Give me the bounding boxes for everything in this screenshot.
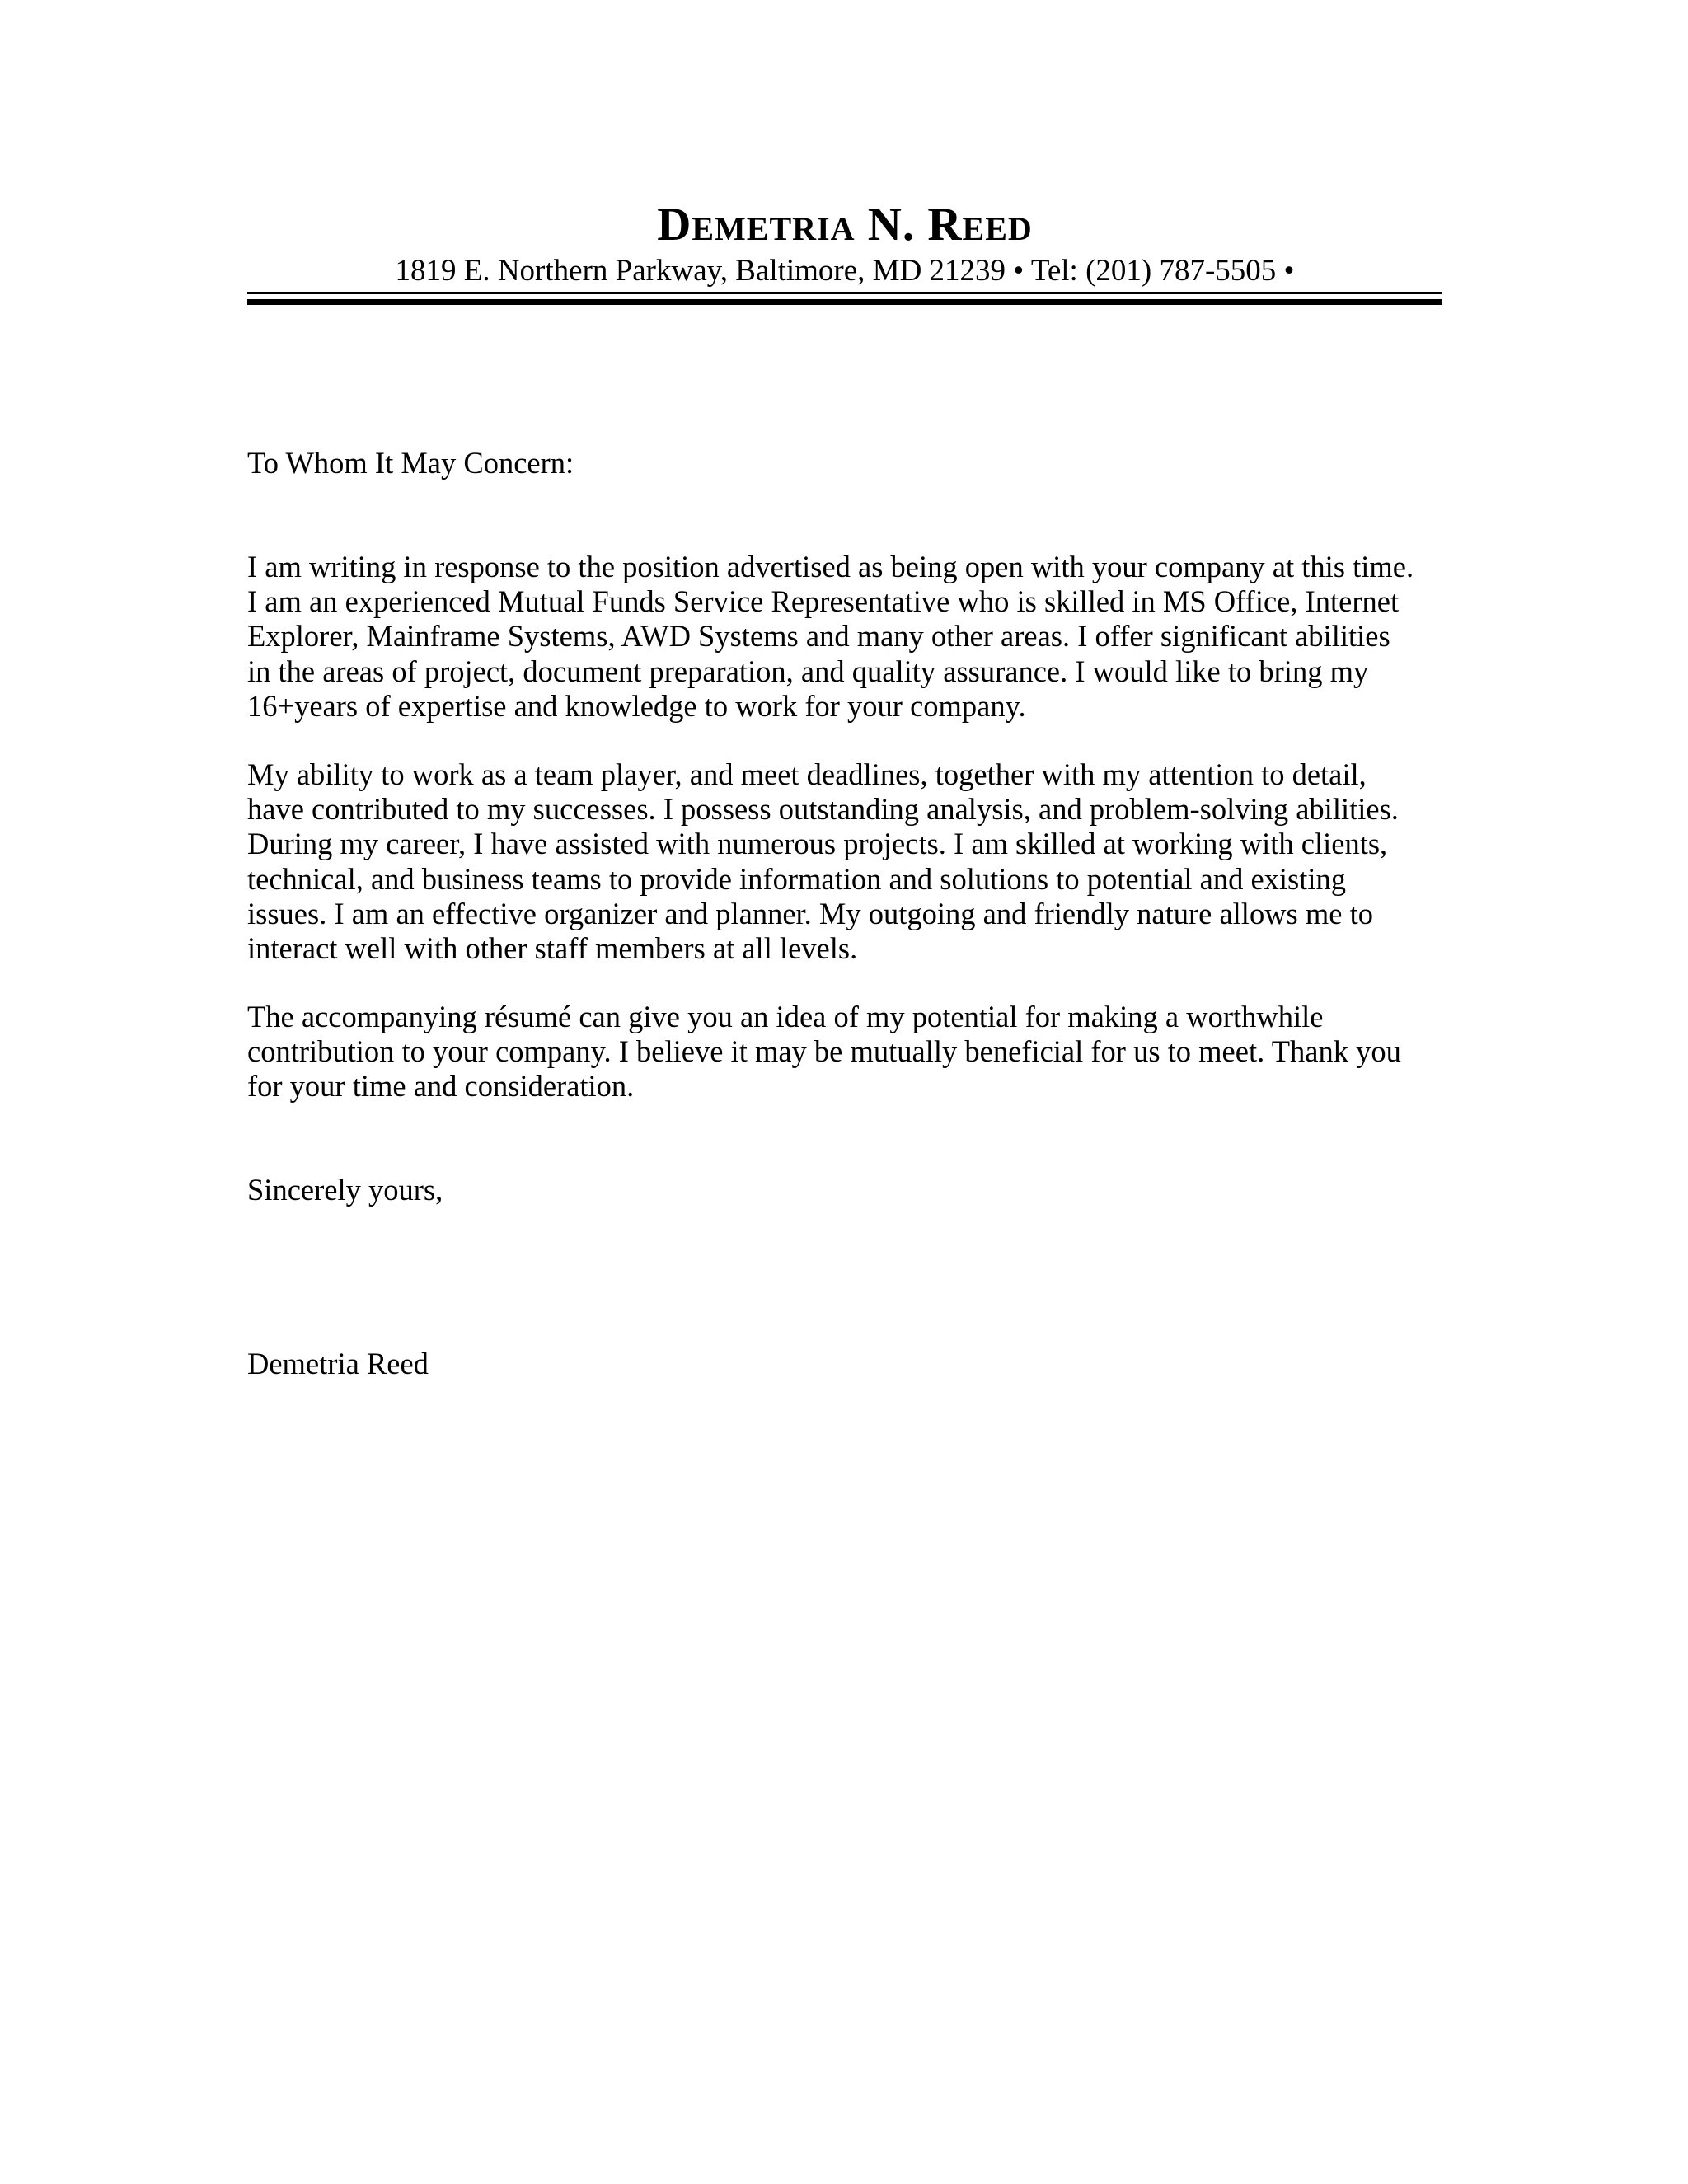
- paragraph-line: interact well with other staff members at all levels.: [247, 931, 858, 966]
- signature-name: Demetria Reed: [247, 1347, 429, 1380]
- paragraph-line: issues. I am an effective organizer and planner. My outgoing and friendly nature allows me to: [247, 896, 1373, 930]
- paragraph-2: [247, 757, 1459, 966]
- paragraph-line: 16+years of expertise and knowledge to work for your company.: [247, 688, 1026, 723]
- sender-name: Demetria N. Reed: [657, 199, 1033, 251]
- paragraph-line: The accompanying résumé can give you an idea of my potential for making a worthwhile: [247, 1000, 1324, 1033]
- paragraph-line: have contributed to my successes. I possess outstanding analysis, and problem-solving abilities.: [247, 792, 1399, 827]
- header-rule-thin: [247, 292, 1442, 294]
- header-rule-thick: [247, 299, 1442, 305]
- paragraph-line: contribution to your company. I believe it may be mutually beneficial for us to meet. Thank you: [247, 1034, 1401, 1069]
- salutation: To Whom It May Concern:: [247, 446, 574, 480]
- paragraph-line: I am writing in response to the position advertised as being open with your company at this time.: [247, 550, 1414, 583]
- paragraph-line: for your time and consideration.: [247, 1069, 635, 1104]
- paragraph-line: I am an experienced Mutual Funds Service Representative who is skilled in MS Office, Internet: [247, 584, 1400, 619]
- letterhead: [247, 198, 1442, 290]
- paragraph-line: in the areas of project, document preparation, and quality assurance. I would like to bring my: [247, 654, 1369, 688]
- sender-contact: 1819 E. Northern Parkway, Baltimore, MD 21239 • Tel: (201) 787-5505 •: [395, 254, 1295, 288]
- paragraph-line: technical, and business teams to provide information and solutions to potential and existing: [247, 861, 1347, 896]
- paragraph-line: During my career, I have assisted with numerous projects. I am skilled at working with clients,: [247, 827, 1388, 861]
- paragraph-line: My ability to work as a team player, and meet deadlines, together with my attention to detail,: [247, 757, 1367, 791]
- closing: Sincerely yours,: [247, 1173, 443, 1207]
- paragraph-line: Explorer, Mainframe Systems, AWD Systems and many other areas. I offer significant abilities: [247, 619, 1390, 654]
- paragraph-3: [247, 1000, 1459, 1104]
- paragraph-1: [247, 550, 1459, 724]
